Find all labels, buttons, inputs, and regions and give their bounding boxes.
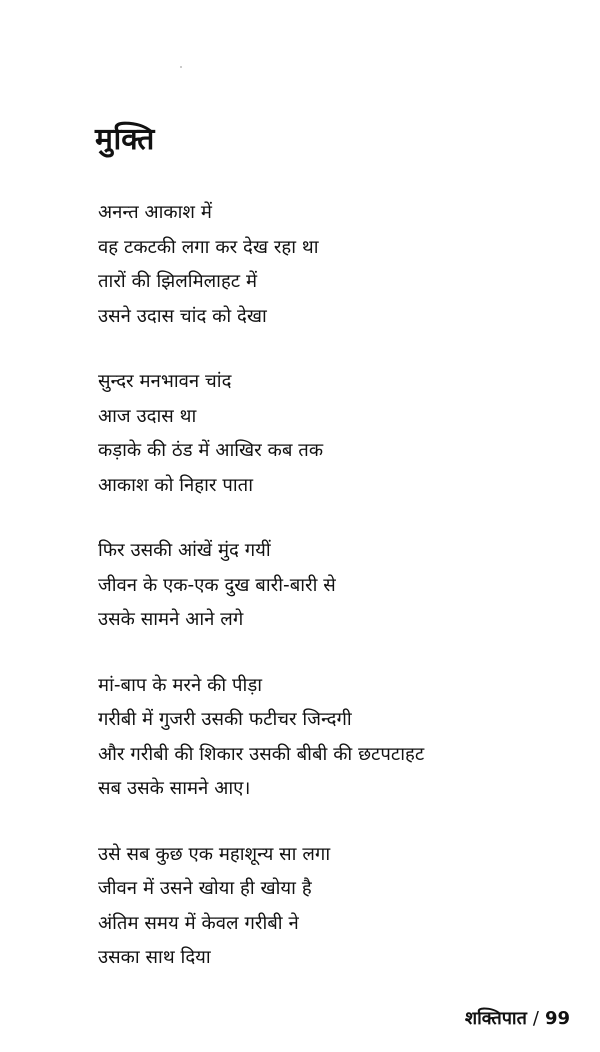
poem-line: अनन्त आकाश में	[98, 202, 212, 223]
stanza	[98, 196, 578, 334]
poem-body	[98, 196, 578, 1007]
poem-line: कड़ाके की ठंड में आखिर कब तक	[98, 440, 324, 461]
poem-line: आज उदास था	[98, 405, 197, 427]
poem-line: तारों की झिलमिलाहट में	[98, 271, 258, 292]
poem-line: जीवन के एक-एक दुख बारी-बारी से	[98, 574, 336, 596]
poem-line: उसके सामने आने लगे	[98, 609, 244, 630]
page-footer	[465, 1007, 570, 1031]
stanza	[98, 838, 578, 976]
poem-line: जीवन में उसने खोया ही खोया है	[98, 878, 312, 899]
poem-line: उसका साथ दिया	[98, 947, 211, 968]
poem-line: उसे सब कुछ एक महाशून्य सा लगा	[98, 843, 331, 865]
book-title: शक्तिपात	[464, 1008, 527, 1029]
stanza	[98, 365, 578, 503]
poem-line: गरीबी में गुजरी उसकी फटीचर जिन्दगी	[98, 709, 352, 730]
stanza	[98, 669, 578, 807]
poem-line: सब उसके सामने आए।	[98, 778, 251, 799]
poem-line: वह टकटकी लगा कर देख रहा था	[98, 236, 319, 258]
poem-line: आकाश को निहार पाता	[98, 474, 254, 496]
poem-line: अंतिम समय में केवल गरीबी ने	[98, 912, 299, 934]
poem-line: मां-बाप के मरने की पीड़ा	[98, 674, 263, 696]
page-number: 99	[544, 1008, 570, 1029]
poem-line: सुन्दर मनभावन चांद	[98, 371, 232, 392]
poem-line: और गरीबी की शिकार उसकी बीबी की छटपटाहट	[98, 743, 425, 765]
stanza	[98, 534, 578, 638]
poem-line: उसने उदास चांद को देखा	[98, 305, 267, 327]
paper-speck	[180, 66, 182, 68]
poem-line: फिर उसकी आंखें मुंद गयीं	[98, 540, 271, 561]
footer-separator: /	[532, 1008, 539, 1029]
poem-title: मुक्ति	[95, 122, 155, 157]
